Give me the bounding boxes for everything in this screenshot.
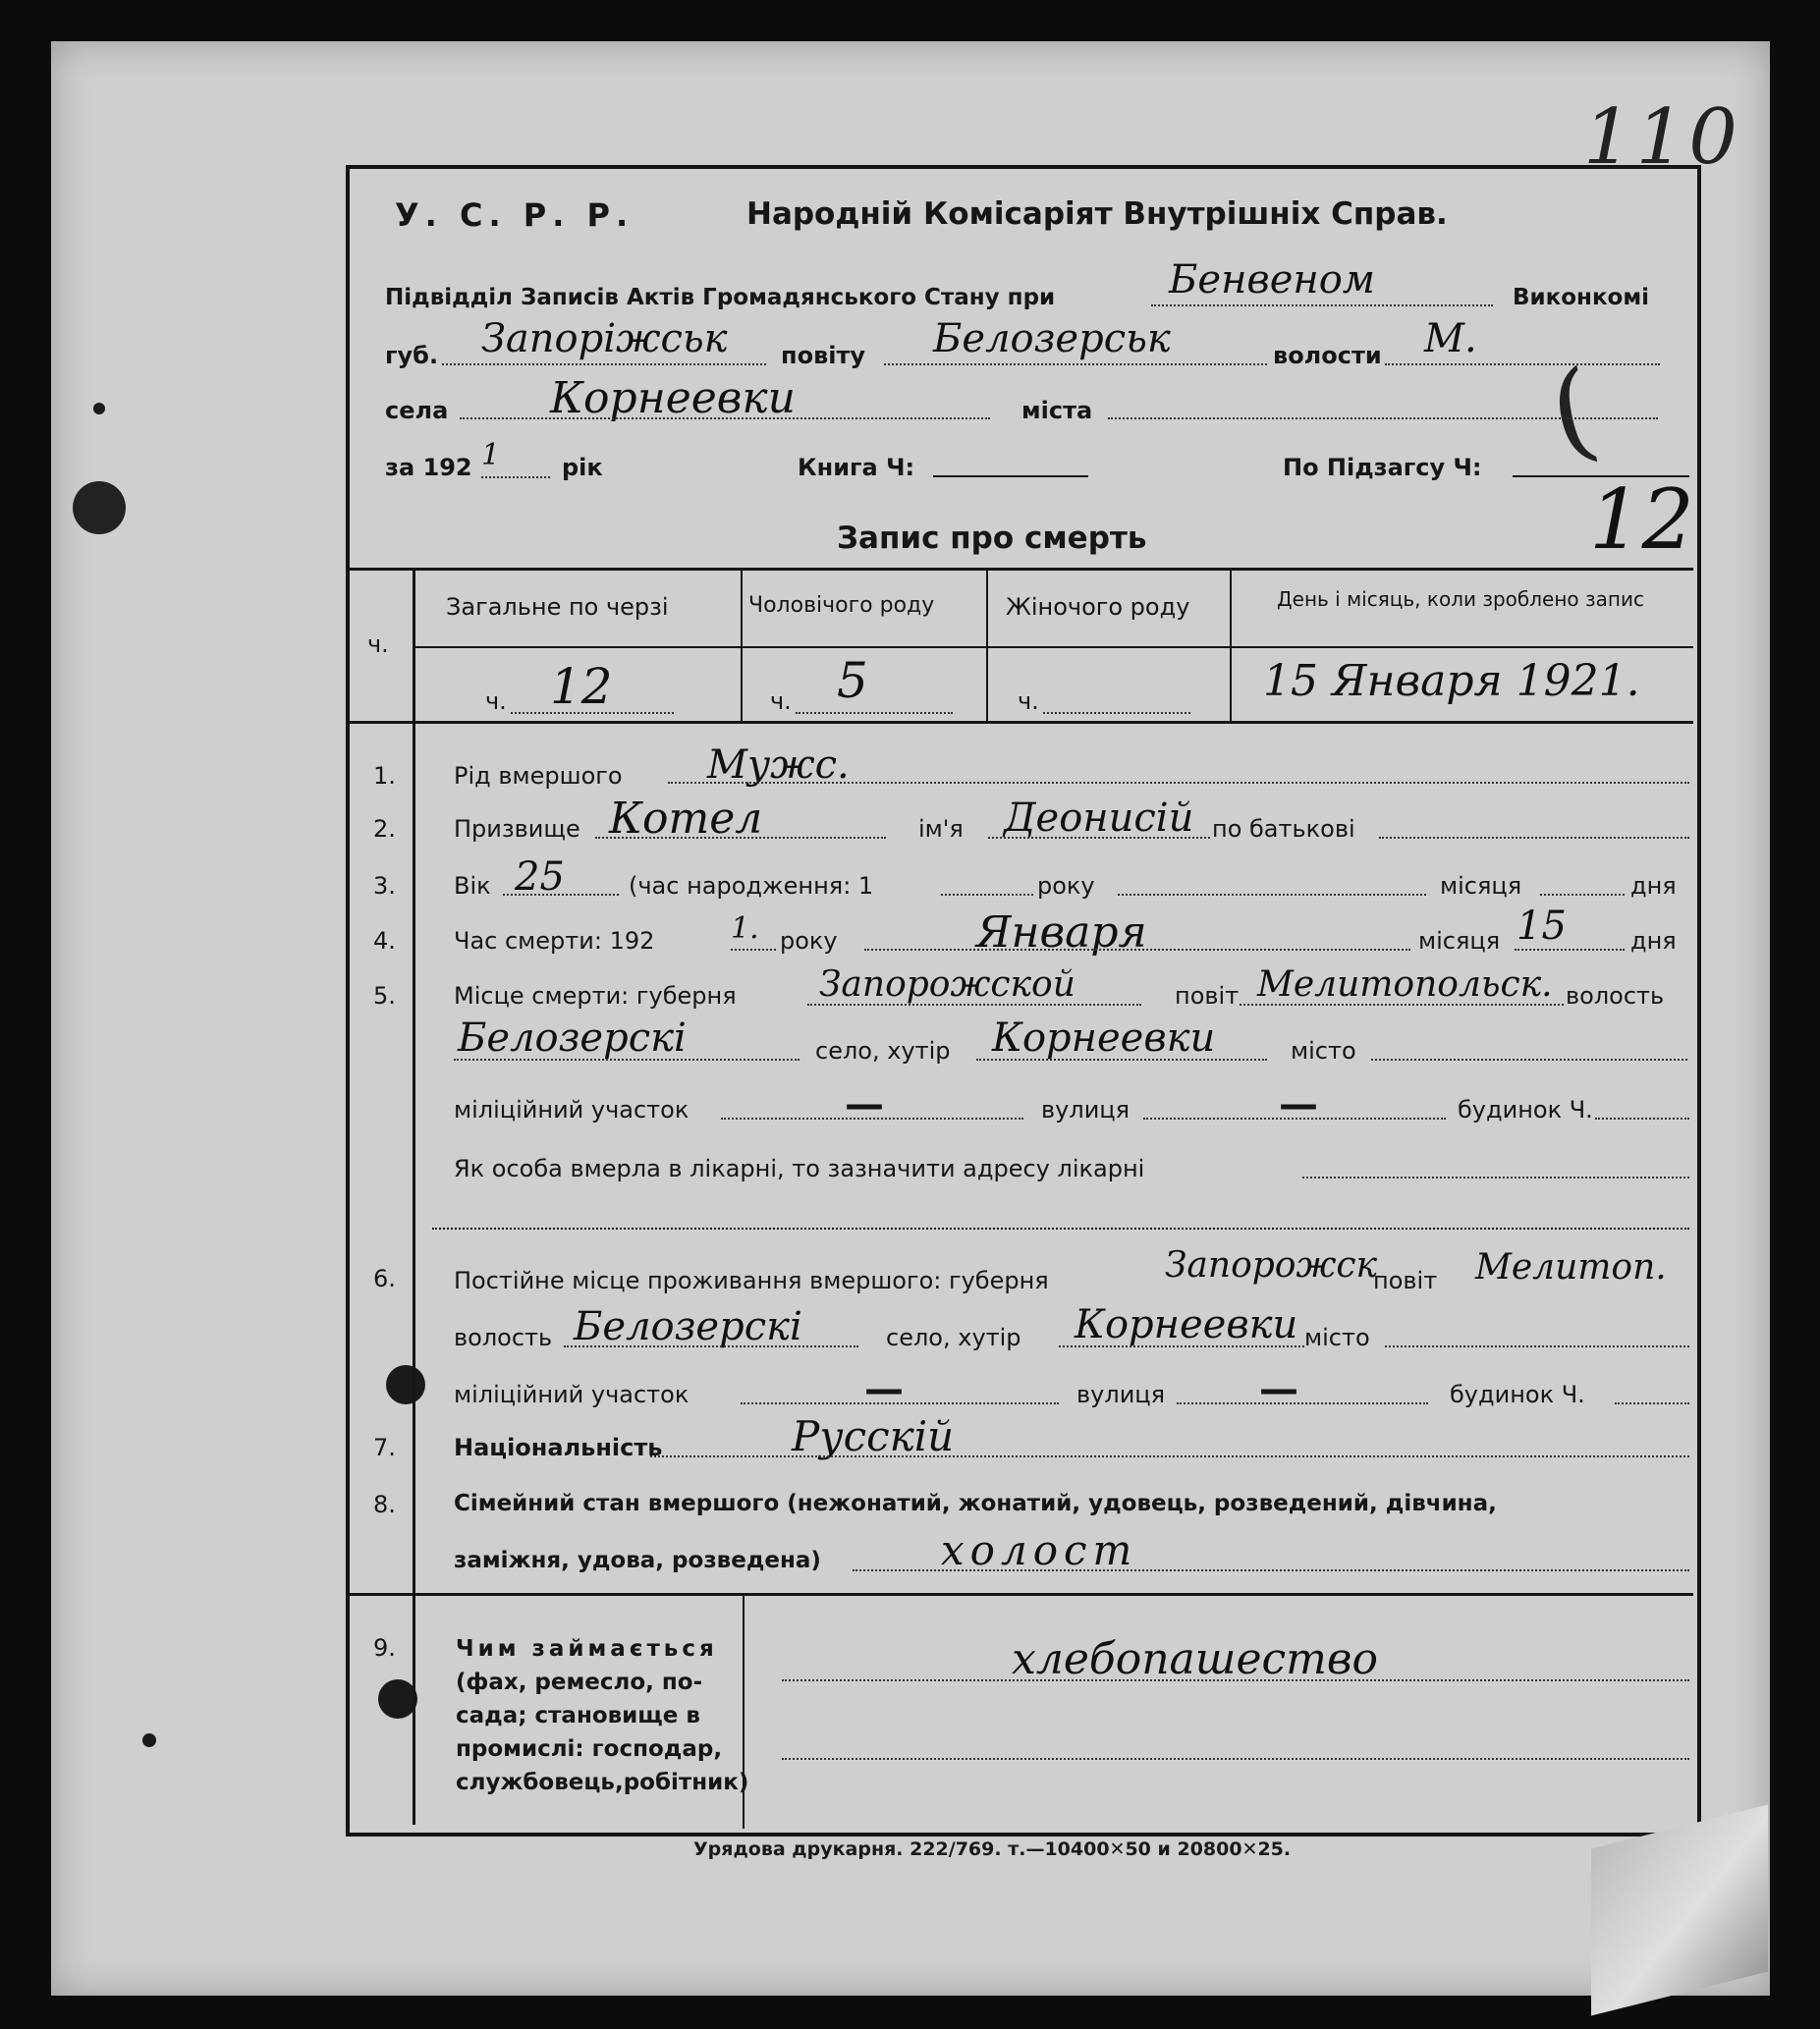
nationality-label: Національність <box>454 1434 663 1461</box>
age-label: Вік <box>454 872 491 900</box>
ussr-label: У. С. Р. Р. <box>395 196 634 234</box>
selo-value: Корнеевки <box>550 373 796 423</box>
row-number: 3. <box>373 872 396 900</box>
office-tail: Виконкомі <box>1513 285 1650 310</box>
residence-volost-value: Белозерскі <box>574 1304 802 1349</box>
form-title: Запис про смерть <box>837 521 1147 556</box>
margin-bracket: ( <box>1539 345 1607 478</box>
age-value: 25 <box>515 854 565 900</box>
death-povit-value: Мелитопольск. <box>1257 964 1553 1005</box>
death-day-value: 15 <box>1517 904 1567 949</box>
year-tail: рік <box>562 454 603 481</box>
militia-label: міліційний участок <box>454 1096 689 1124</box>
name-value: Деонисій <box>1004 795 1194 841</box>
gub-value: Запоріжськ <box>481 316 728 361</box>
occupation-label: Чим займається <box>456 1636 718 1662</box>
death-year-label: року <box>780 927 838 955</box>
year-label: за 192 <box>385 454 472 481</box>
birth-year-label: року <box>1037 872 1095 900</box>
residence-povit-value: Мелитоп. <box>1475 1247 1667 1288</box>
occupation-label-4: промислі: господар, <box>456 1736 723 1762</box>
book-label: Книга Ч: <box>798 454 915 481</box>
count-female-prefix: ч. <box>1018 687 1039 715</box>
volost-value: М. <box>1424 316 1477 361</box>
death-day-label: дня <box>1630 927 1677 955</box>
death-selo-label: село, хутір <box>815 1037 951 1065</box>
occupation-label-5: службовець,робітник) <box>456 1770 749 1795</box>
death-gub-value: Запорожской <box>819 964 1075 1005</box>
marital-label: Сімейний стан вмершого (нежонатий, жонатий, удовець, розведений, дівчина, <box>454 1491 1497 1516</box>
militia-dash: — <box>845 1082 884 1127</box>
death-volost-value: Белозерскі <box>458 1015 687 1061</box>
birth-month-label: місяця <box>1440 872 1522 900</box>
count-male-value: 5 <box>837 652 868 709</box>
count-male-header: Чоловічого роду <box>748 593 935 618</box>
row-number: 8. <box>373 1491 396 1518</box>
row-number: 6. <box>373 1265 396 1292</box>
death-volost-label: волость <box>1566 982 1665 1010</box>
gub-label: губ. <box>385 342 439 369</box>
house-label: будинок Ч. <box>1458 1096 1593 1124</box>
rid-value: Мужс. <box>707 742 850 788</box>
count-total-prefix: ч. <box>485 687 507 715</box>
residence-militia-dash: — <box>864 1367 904 1412</box>
archive-page-number: 110 <box>1583 93 1741 182</box>
printing-house-footer: Урядова друкарня. 222/769. т.—10400✕50 и 20800✕25. <box>693 1838 1292 1860</box>
office-value: Бенвеном <box>1169 257 1375 302</box>
row-number: 9. <box>373 1634 396 1662</box>
surname-label: Призвище <box>454 815 580 843</box>
mista-label: міста <box>1021 397 1093 424</box>
street-label: вулиця <box>1041 1096 1131 1124</box>
residence-volost-label: волость <box>454 1324 553 1351</box>
row-number: 1. <box>373 762 396 790</box>
row-number: 7. <box>373 1434 396 1461</box>
residence-gub-value: Запорожск <box>1165 1245 1378 1286</box>
residence-street-label: вулиця <box>1076 1381 1166 1408</box>
residence-povit-label: повіт <box>1373 1267 1438 1294</box>
count-date-header: День і місяць, коли зроблено запис <box>1277 587 1644 611</box>
row-number: 2. <box>373 815 396 843</box>
occupation-label-3: сада; становище в <box>456 1703 700 1728</box>
birth-day-label: дня <box>1630 872 1677 900</box>
commissariat-label: Народній Комісаріят Внутрішніх Справ. <box>746 196 1448 232</box>
patronymic-label: по батькові <box>1212 815 1355 843</box>
death-year-value: 1. <box>731 911 759 946</box>
office-label: Підвідділ Записів Актів Громадянського Стану при <box>385 285 1056 310</box>
residence-misto-label: місто <box>1304 1324 1370 1351</box>
count-male-prefix: ч. <box>770 687 792 715</box>
year-value: 1 <box>481 438 501 472</box>
row-number: 4. <box>373 927 396 955</box>
occupation-label-2: (фах, ремесло, по- <box>456 1670 703 1695</box>
margin-number: 12 <box>1589 471 1694 568</box>
residence-militia-label: міліційний участок <box>454 1381 689 1408</box>
residence-selo-value: Корнеевки <box>1075 1302 1298 1347</box>
punch-hole <box>93 403 105 414</box>
death-time-label: Час смерти: 192 <box>454 927 655 955</box>
marital-value: холост <box>941 1526 1138 1574</box>
marital-label-cont: заміжня, удова, розведена) <box>454 1548 821 1573</box>
death-place-label: Місце смерти: губерня <box>454 982 737 1010</box>
death-misto-label: місто <box>1291 1037 1356 1065</box>
podzag-label: По Підзагсу Ч: <box>1283 454 1482 481</box>
count-total-header: Загальне по черзі <box>446 593 669 621</box>
punch-hole <box>142 1733 156 1747</box>
count-total-value: 12 <box>550 658 613 715</box>
rid-label: Рід вмершого <box>454 762 623 790</box>
povit-value: Белозерськ <box>933 316 1171 361</box>
residence-house-label: будинок Ч. <box>1450 1381 1585 1408</box>
birth-label: (час народження: 1 <box>629 872 874 900</box>
row-number: 5. <box>373 982 396 1010</box>
nationality-value: Русскій <box>792 1412 955 1460</box>
record-date-value: 15 Января 1921. <box>1263 656 1640 706</box>
occupation-value: хлебопашество <box>1012 1634 1378 1684</box>
residence-label: Постійне місце проживання вмершого: губерня <box>454 1267 1049 1294</box>
count-female-header: Жіночого роду <box>1006 593 1190 621</box>
residence-street-dash: — <box>1259 1367 1298 1412</box>
death-selo-value: Корнеевки <box>992 1015 1216 1061</box>
name-label: ім'я <box>918 815 964 843</box>
street-dash: — <box>1279 1082 1318 1127</box>
punch-hole <box>73 481 126 534</box>
selo-label: села <box>385 397 449 424</box>
death-povit-label: повіт <box>1175 982 1240 1010</box>
death-month-label: місяця <box>1418 927 1501 955</box>
hospital-label: Як особа вмерла в лікарні, то зазначити адресу лікарні <box>454 1155 1145 1182</box>
povit-label: повіту <box>781 342 866 369</box>
ch-label: ч. <box>367 631 389 658</box>
surname-value: Котел <box>609 794 763 844</box>
volost-label: волости <box>1273 342 1382 369</box>
residence-selo-label: село, хутір <box>886 1324 1021 1351</box>
death-month-value: Января <box>976 907 1147 958</box>
